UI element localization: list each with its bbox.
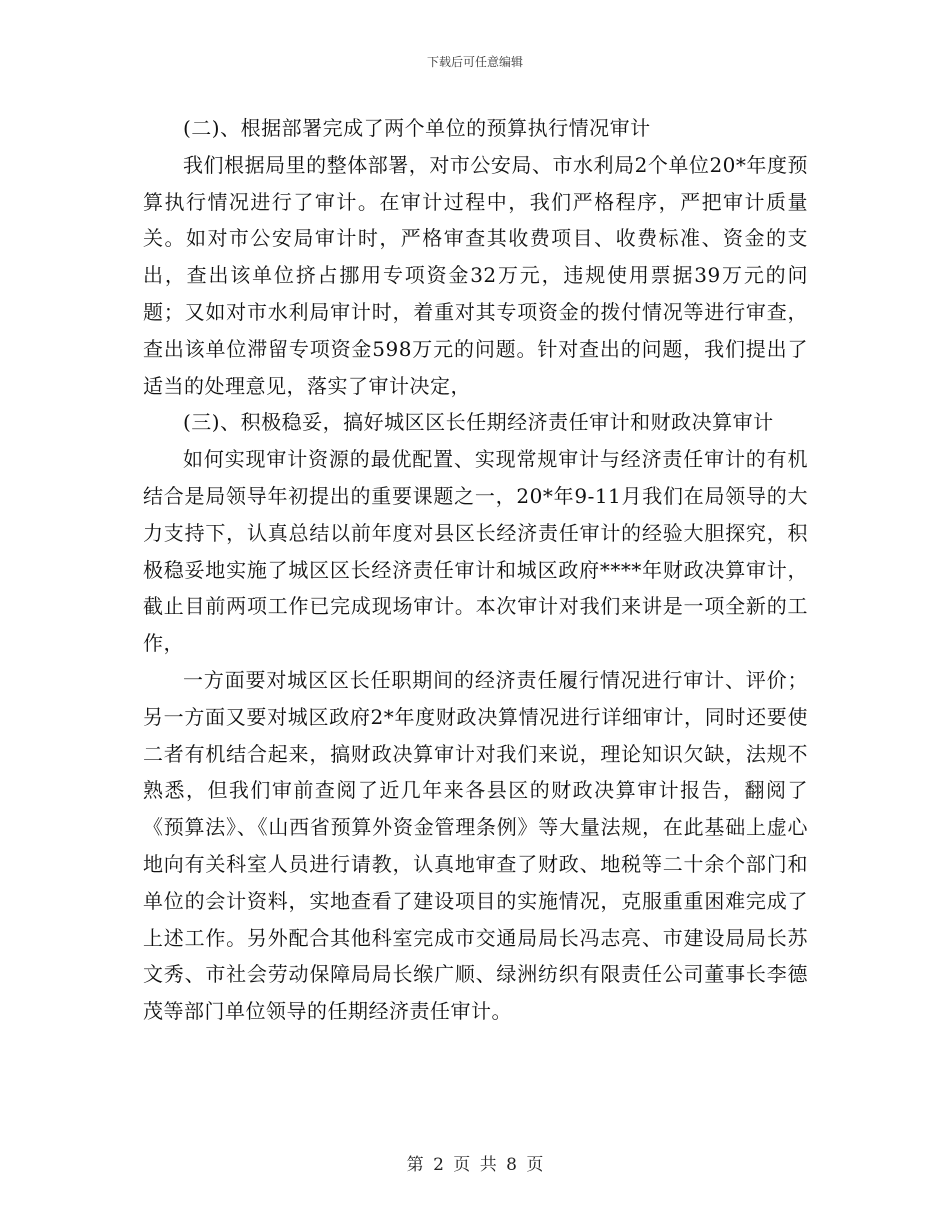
document-body [143,110,808,1030]
section-heading-three: (三)、积极稳妥，搞好城区区长任期经济责任审计和财政决算审计 [183,410,774,435]
body-paragraph: 如何实现审计资源的最优配置、实现常规审计与经济责任审计的有机结合是局领导年初提出的重要课题之一，20*年9-11月我们在局领导的大力支持下，认真总结以前年度对县区长经济责任审计的经验大胆探究，积极稳妥地实施了城区区长经济责任审计和城区政府****年财政决算审计，截止目前两项工作已完成现场审计。本次审计对我们来讲是一项全新的工作， [143,447,808,656]
page-header-note: 下载后可任意编辑 [426,55,523,69]
body-paragraph: 一方面要对城区区长任职期间的经济责任履行情况进行审计、评价；另一方面又要对城区政府2*年度财政决算情况进行详细审计，同时还要使二者有机结合起来，搞财政决算审计对我们来说，理论知识欠缺，法规不熟悉，但我们审前查阅了近几年来各县区的财政决算审计报告，翻阅了《预算法》、《山西省预算外资金管理条例》等大量法规，在此基础上虚心地向有关科室人员进行请教，认真地审查了财政、地税等二十余个部门和单位的会计资料，实地查看了建设项目的实施情况，克服重重困难完成了上述工作。另外配合其他科室完成市交通局局长冯志亮、市建设局局长苏文秀、市社会劳动保障局局长缑广顺、绿洲纺织有限责任公司董事长李德茂等部门单位领导的任期经济责任审计。 [143,667,808,1024]
section-heading-two: (二)、根据部署完成了两个单位的预算执行情况审计 [183,116,651,140]
page-number: 第 2 页 共 8 页 [406,1155,544,1175]
body-paragraph: 我们根据局里的整体部署，对市公安局、市水利局2个单位20*年度预算执行情况进行了审计。在审计过程中，我们严格程序，严把审计质量关。如对市公安局审计时，严格审查其收费项目、收费标准、资金的支出，查出该单位挤占挪用专项资金32万元，违规使用票据39万元的问题；又如对市水利局审计时，着重对其专项资金的拨付情况等进行审查，查出该单位滞留专项资金598万元的问题。针对查出的问题，我们提出了适当的处理意见，落实了审计决定， [143,152,808,398]
